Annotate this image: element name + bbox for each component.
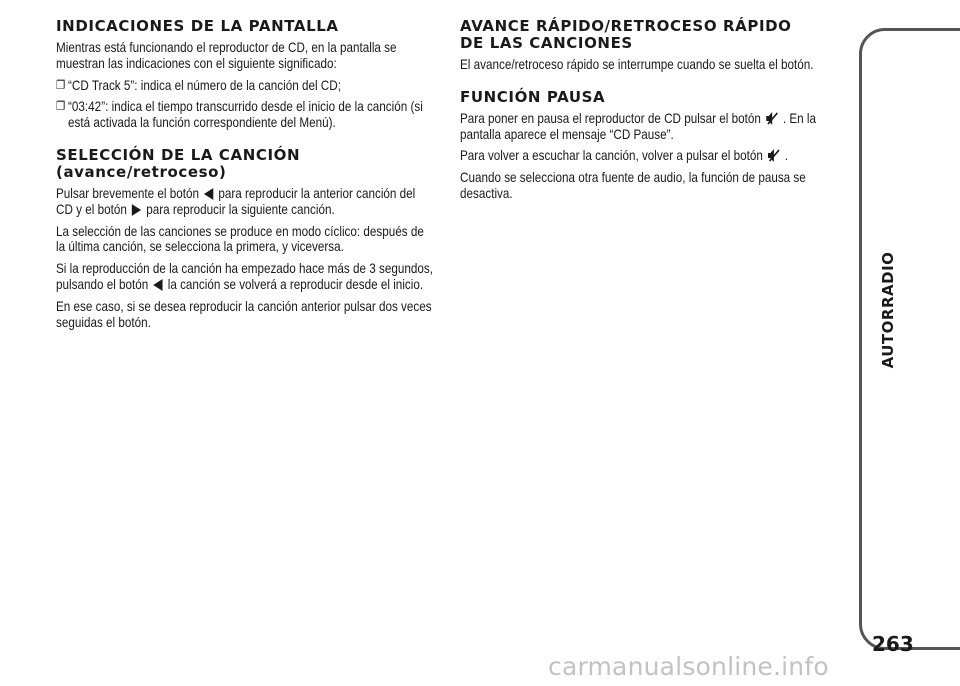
- speaker-mute-icon: [766, 112, 778, 125]
- heading-seleccion-line2: (avance/retroceso): [56, 162, 227, 181]
- heading-seleccion-line1: SELECCIÓN DE LA CANCIÓN: [56, 145, 301, 164]
- checkbox-bullet-icon: ❐: [56, 77, 66, 92]
- paragraph-anterior: En ese caso, si se desea reproducir la canción anterior pulsar dos veces seguidas el botón.: [56, 298, 432, 330]
- text-fragment: .: [784, 148, 789, 164]
- paragraph-pausa: [460, 111, 839, 143]
- list-item: [56, 99, 435, 131]
- heading-avance: [460, 18, 840, 52]
- text-fragment: Si la reproducción de la canción ha empezado hace más de 3 segundos, pulsando el botón: [56, 261, 433, 292]
- paragraph-fuente: Cuando se selecciona otra fuente de audio, la función de pausa se desactiva.: [460, 170, 806, 201]
- chapter-label-text: AUTORRADIO: [879, 251, 897, 369]
- text-fragment: Para volver a escuchar la canción, volver a pulsar el botón: [460, 148, 763, 164]
- checkbox-bullet-icon: ❐: [56, 99, 66, 114]
- left-column: [56, 18, 436, 336]
- text-fragment: la canción se volverá a reproducir desde el inicio.: [167, 276, 424, 292]
- left-triangle-icon: [153, 279, 162, 291]
- heading-indicaciones: INDICACIONES DE LA PANTALLA: [56, 17, 339, 35]
- paragraph-avance: El avance/retroceso rápido se interrumpe cuando se suelta el botón.: [460, 57, 814, 72]
- paragraph-reinicio: [56, 261, 435, 293]
- text-fragment: Para poner en pausa el reproductor de CD pulsar el botón: [460, 110, 761, 126]
- speaker-mute-icon: [768, 149, 780, 162]
- heading-avance-line1: AVANCE RÁPIDO/RETROCESO RÁPIDO: [460, 17, 792, 35]
- paragraph-reanudar: [460, 148, 839, 164]
- text-fragment: Pulsar brevemente el botón: [56, 185, 199, 201]
- heading-avance-line2: DE LAS CANCIONES: [460, 34, 633, 52]
- page-number: 263: [872, 632, 914, 656]
- paragraph-seleccion: [56, 186, 435, 218]
- paragraph-intro: Mientras está funcionando el reproductor de CD, en la pantalla se muestran las indicaciones con el siguiente significado:: [56, 40, 397, 71]
- text-fragment: para reproducir la anterior canción del CD y el botón: [56, 185, 416, 217]
- text-fragment: para reproducir la siguiente canción.: [146, 201, 335, 217]
- chapter-label: [858, 210, 918, 410]
- heading-pausa: FUNCIÓN PAUSA: [460, 87, 606, 106]
- right-triangle-icon: [132, 204, 141, 216]
- list-item-text: “CD Track 5”: indica el número de la canción del CD;: [68, 77, 341, 93]
- paragraph-ciclico: La selección de las canciones se produce en modo cíclico: después de la última canción, se selecciona la primera, y viceversa.: [56, 223, 424, 255]
- watermark: carmanualsonline.info: [548, 652, 829, 681]
- list-item: [56, 78, 435, 94]
- text-fragment: . En la pantalla aparece el mensaje “CD Pause”.: [460, 110, 817, 142]
- list-item-text: “03:42”: indica el tiempo transcurrido desde el inicio de la canción (si está activada la función correspondiente del Menú).: [68, 99, 423, 131]
- left-triangle-icon: [204, 188, 213, 200]
- heading-seleccion: [56, 147, 436, 181]
- right-column: [460, 18, 840, 208]
